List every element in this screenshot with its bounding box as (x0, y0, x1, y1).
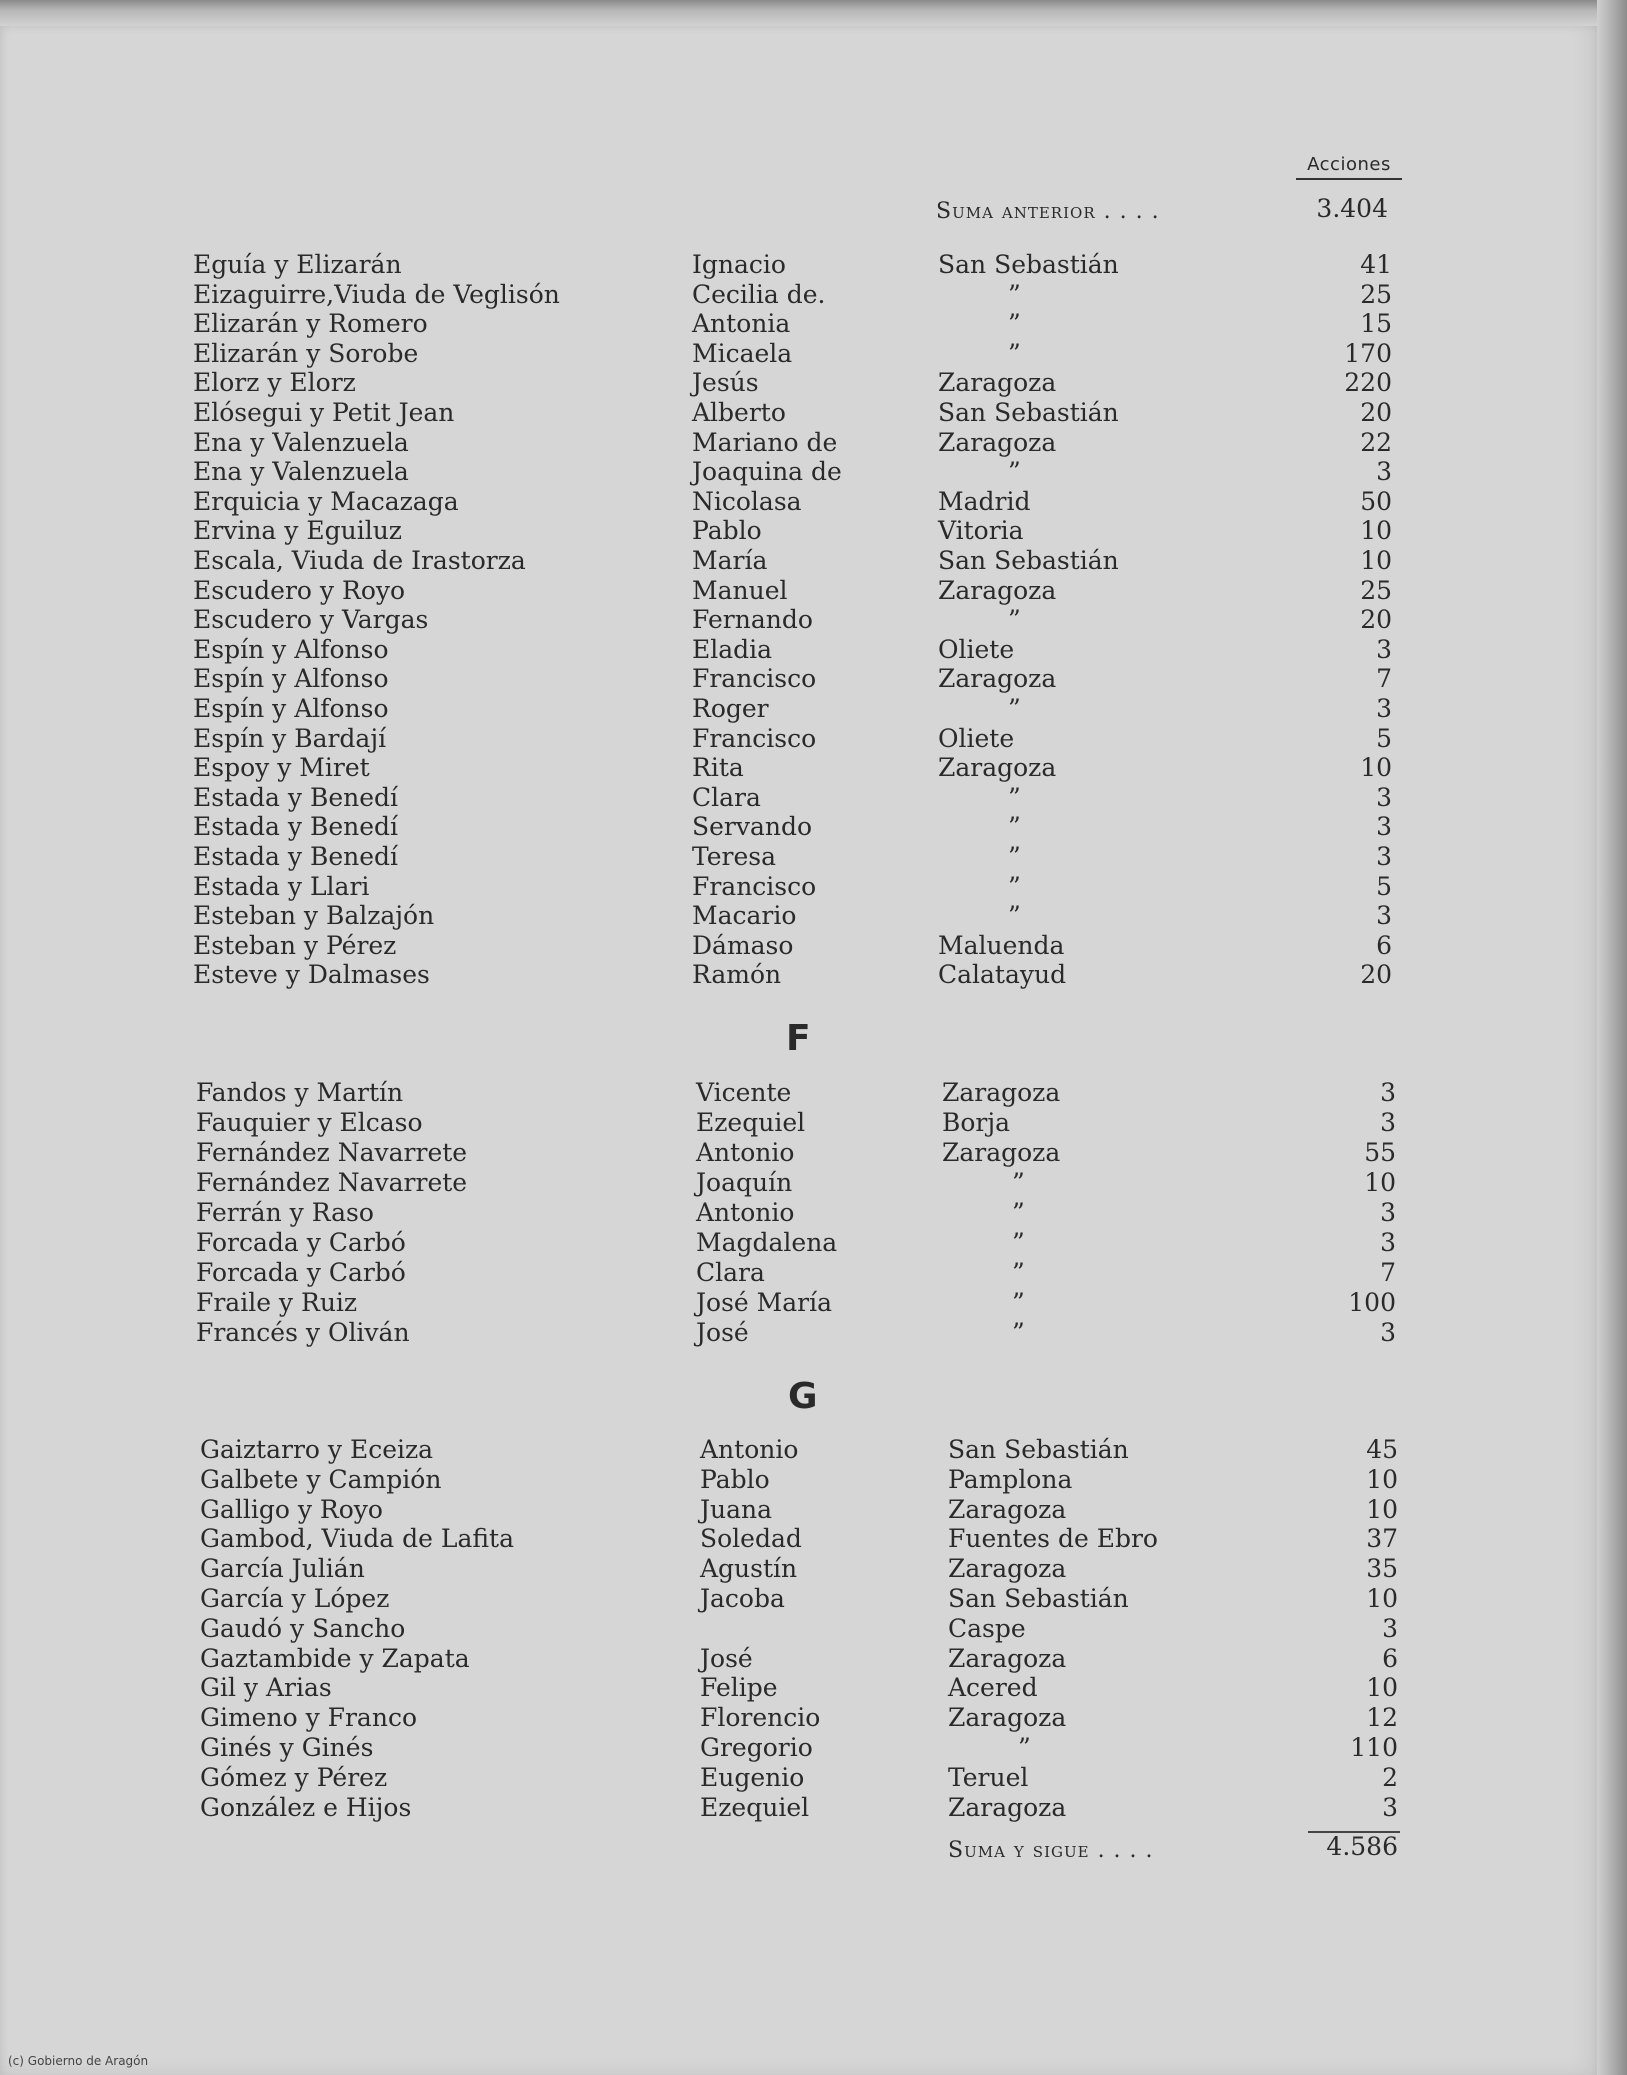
table-row (0, 1554, 1627, 1584)
shareholder-name: Antonio (700, 1435, 799, 1464)
shareholder-place: Madrid (938, 486, 1031, 516)
shareholder-surname: Gil y Arias (200, 1673, 332, 1703)
shareholder-name: Clara (696, 1258, 765, 1287)
table-row (0, 1318, 1627, 1348)
shareholder-place: Zaragoza (948, 1494, 1067, 1524)
shareholder-acciones: 10 (1360, 753, 1392, 783)
shareholder-surname: Galligo y Royo (200, 1494, 383, 1524)
shareholder-place: ” (1008, 694, 1021, 723)
shareholder-place: ” (1008, 871, 1021, 901)
shareholder-acciones: 3 (1376, 842, 1392, 871)
table-row (0, 1168, 1627, 1198)
table-row (0, 339, 1627, 369)
shareholder-acciones: 2 (1382, 1762, 1398, 1792)
shareholder-surname: Eizaguirre,Viuda de Veglisón (193, 279, 560, 309)
shareholder-acciones: 25 (1360, 279, 1392, 309)
shareholder-surname: Gómez y Pérez (200, 1762, 388, 1792)
shareholder-surname: Francés y Oliván (196, 1318, 410, 1347)
table-row (0, 812, 1627, 842)
shareholder-acciones: 25 (1360, 575, 1392, 605)
shareholder-surname: Fandos y Martín (196, 1078, 404, 1107)
shareholder-place: Zaragoza (948, 1703, 1067, 1733)
shareholder-surname: Fraile y Ruiz (196, 1288, 358, 1317)
shareholder-name: Agustín (700, 1554, 798, 1584)
shareholder-acciones: 15 (1360, 309, 1392, 339)
table-row (0, 1258, 1627, 1288)
shareholder-surname: Ena y Valenzuela (193, 457, 409, 487)
suma-y-sigue-label: Suma y sigue . . . . (948, 1838, 1154, 1863)
shareholder-acciones: 41 (1360, 250, 1392, 279)
shareholder-surname: Espín y Alfonso (193, 694, 389, 723)
shareholder-surname: Elizarán y Romero (193, 309, 428, 339)
table-row (0, 1673, 1627, 1703)
table-row (0, 1198, 1627, 1228)
table-row (0, 901, 1627, 931)
shareholder-place: Oliete (938, 634, 1015, 664)
table-row (0, 1524, 1627, 1554)
shareholder-surname: Escudero y Royo (193, 575, 406, 605)
shareholder-acciones: 10 (1366, 1464, 1398, 1494)
shareholder-place: Calatayud (938, 960, 1067, 990)
shareholder-name: Nicolasa (692, 486, 802, 516)
shareholder-surname: Escudero y Vargas (193, 605, 429, 635)
table-row (0, 960, 1627, 990)
table-row (0, 635, 1627, 665)
shareholder-name: Antonio (696, 1198, 795, 1227)
shareholder-name: Eugenio (700, 1762, 805, 1792)
shareholder-name: Vicente (696, 1078, 792, 1107)
shareholder-name: Macario (692, 901, 797, 931)
shareholder-surname: Elizarán y Sorobe (193, 338, 419, 368)
shareholder-acciones: 35 (1366, 1554, 1398, 1584)
suma-y-sigue-value: 4.586 (1326, 1832, 1398, 1861)
shareholder-acciones: 3 (1376, 634, 1392, 664)
shareholder-acciones: 10 (1360, 516, 1392, 546)
shareholder-name: Gregorio (700, 1733, 813, 1762)
table-row (0, 1108, 1627, 1138)
shareholder-name: Joaquín (696, 1168, 793, 1197)
shareholder-surname: Elorz y Elorz (193, 368, 356, 398)
shareholder-name: Alberto (692, 398, 786, 427)
table-row (0, 280, 1627, 310)
shareholder-acciones: 5 (1376, 723, 1392, 753)
table-row (0, 1584, 1627, 1614)
shareholder-name: María (692, 546, 768, 575)
table-row (0, 428, 1627, 458)
shareholder-name: Servando (692, 812, 813, 842)
shareholder-surname: Eguía y Elizarán (193, 250, 402, 279)
table-row (0, 1078, 1627, 1108)
table-row (0, 872, 1627, 902)
shareholder-name: Manuel (692, 575, 788, 605)
shareholder-place: ” (1012, 1318, 1025, 1347)
table-row (0, 250, 1627, 280)
table-row (0, 487, 1627, 517)
shareholder-place: Zaragoza (948, 1554, 1067, 1584)
shareholder-place: Fuentes de Ebro (948, 1524, 1158, 1554)
shareholder-surname: Ferrán y Raso (196, 1198, 374, 1227)
shareholder-name: Francisco (692, 664, 817, 694)
shareholder-name: Micaela (692, 338, 793, 368)
shareholder-surname: Estada y Benedí (193, 812, 399, 842)
table-row (0, 1703, 1627, 1733)
shareholder-place: Zaragoza (938, 427, 1057, 457)
shareholder-surname: Ena y Valenzuela (193, 427, 409, 457)
suma-anterior-value: 3.404 (1316, 194, 1388, 223)
shareholder-acciones: 7 (1376, 664, 1392, 694)
copyright-credit: (c) Gobierno de Aragón (8, 2054, 149, 2068)
shareholder-acciones: 3 (1382, 1792, 1398, 1822)
shareholder-acciones: 5 (1376, 871, 1392, 901)
shareholder-surname: Erquicia y Macazaga (193, 486, 459, 516)
table-row (0, 1733, 1627, 1763)
table-row (0, 842, 1627, 872)
shareholder-surname: Gaiztarro y Eceiza (200, 1435, 434, 1464)
shareholder-surname: Estada y Benedí (193, 842, 399, 871)
shareholder-surname: Estada y Benedí (193, 782, 399, 812)
shareholder-place: ” (1012, 1258, 1025, 1287)
shareholder-surname: Fernández Navarrete (196, 1138, 468, 1167)
table-row (0, 1793, 1627, 1823)
shareholder-surname: Espín y Bardají (193, 723, 387, 753)
shareholder-place: ” (1012, 1168, 1025, 1197)
shareholder-surname: Gimeno y Franco (200, 1703, 417, 1733)
shareholder-acciones: 10 (1364, 1168, 1396, 1197)
shareholder-acciones: 220 (1344, 368, 1392, 398)
shareholder-name: Juana (700, 1494, 773, 1524)
shareholder-acciones: 100 (1348, 1288, 1396, 1317)
shareholder-place: Zaragoza (938, 368, 1057, 398)
shareholder-surname: García y López (200, 1584, 390, 1613)
shareholder-acciones: 3 (1376, 457, 1392, 487)
shareholder-name: Antonio (696, 1138, 795, 1167)
table-row (0, 1465, 1627, 1495)
shareholder-name: Jacoba (700, 1584, 785, 1613)
shareholder-acciones: 55 (1364, 1138, 1396, 1167)
table-row (0, 1763, 1627, 1793)
shareholder-acciones: 37 (1366, 1524, 1398, 1554)
shareholder-place: ” (1008, 901, 1021, 931)
shareholder-surname: Esteban y Pérez (193, 930, 397, 960)
page-top-edge (0, 0, 1627, 26)
shareholder-place: San Sebastián (938, 250, 1119, 279)
shareholder-acciones: 10 (1366, 1673, 1398, 1703)
table-row (0, 694, 1627, 724)
acciones-header: Acciones (1296, 154, 1402, 180)
shareholder-place: ” (1008, 309, 1021, 339)
shareholder-acciones: 20 (1360, 960, 1392, 990)
shareholder-name: Roger (692, 694, 769, 723)
shareholder-name: Florencio (700, 1703, 821, 1733)
shareholder-place: San Sebastián (938, 546, 1119, 575)
shareholder-surname: Espoy y Miret (193, 753, 370, 783)
shareholder-place: Teruel (948, 1762, 1029, 1792)
shareholder-name: Ezequiel (700, 1792, 810, 1822)
shareholder-name: Ramón (692, 960, 782, 990)
shareholder-surname: Ervina y Eguiluz (193, 516, 402, 546)
shareholder-place: ” (1008, 338, 1021, 368)
section-letter-g: G (788, 1376, 818, 1417)
shareholder-acciones: 3 (1380, 1078, 1396, 1107)
table-row (0, 1138, 1627, 1168)
shareholder-name: José María (696, 1288, 832, 1317)
table-row (0, 605, 1627, 635)
shareholder-acciones: 3 (1376, 782, 1392, 812)
shareholder-place: Zaragoza (948, 1643, 1067, 1673)
shareholder-place: San Sebastián (948, 1584, 1129, 1613)
shareholder-place: ” (1008, 605, 1021, 635)
shareholder-acciones: 3 (1380, 1318, 1396, 1347)
table-row (0, 576, 1627, 606)
shareholder-surname: Forcada y Carbó (196, 1258, 406, 1287)
shareholder-place: Acered (948, 1673, 1038, 1703)
shareholder-acciones: 50 (1360, 486, 1392, 516)
table-row (0, 1495, 1627, 1525)
shareholder-acciones: 3 (1376, 901, 1392, 931)
shareholder-place: Vitoria (938, 516, 1024, 546)
shareholder-surname: Ginés y Ginés (200, 1733, 374, 1762)
shareholder-name: Felipe (700, 1673, 778, 1703)
shareholder-name: Ignacio (692, 250, 786, 279)
shareholder-acciones: 20 (1360, 605, 1392, 635)
shareholder-name: Joaquina de (692, 457, 842, 487)
table-row (0, 724, 1627, 754)
shareholder-name: Soledad (700, 1524, 802, 1554)
shareholder-place: Zaragoza (938, 664, 1057, 694)
shareholder-place: Zaragoza (938, 753, 1057, 783)
shareholder-acciones: 6 (1382, 1643, 1398, 1673)
shareholder-surname: Forcada y Carbó (196, 1228, 406, 1257)
shareholder-place: Zaragoza (948, 1792, 1067, 1822)
table-row (0, 1614, 1627, 1644)
shareholder-place: Maluenda (938, 930, 1065, 960)
shareholder-surname: Esteve y Dalmases (193, 960, 430, 990)
shareholder-place: San Sebastián (938, 398, 1119, 427)
table-row (0, 931, 1627, 961)
shareholder-name: Pablo (692, 516, 762, 546)
section-letter-f: F (786, 1018, 811, 1059)
shareholder-name: Teresa (692, 842, 777, 871)
shareholder-surname: Esteban y Balzajón (193, 901, 435, 931)
shareholder-acciones: 3 (1382, 1613, 1398, 1643)
shareholder-place: Oliete (938, 723, 1015, 753)
shareholder-name: Rita (692, 753, 744, 783)
shareholder-place: ” (1012, 1228, 1025, 1257)
shareholder-surname: García Julián (200, 1554, 365, 1584)
shareholder-name: Eladia (692, 634, 773, 664)
shareholder-name: Jesús (692, 368, 759, 398)
shareholder-name: Dámaso (692, 930, 794, 960)
shareholder-name: Pablo (700, 1464, 770, 1494)
table-row (0, 1435, 1627, 1465)
shareholder-acciones: 3 (1380, 1198, 1396, 1227)
shareholder-acciones: 110 (1350, 1733, 1398, 1762)
shareholder-acciones: 3 (1380, 1108, 1396, 1137)
table-row (0, 546, 1627, 576)
shareholder-name: Clara (692, 782, 761, 812)
shareholder-name: Cecilia de. (692, 279, 826, 309)
shareholder-surname: Gaudó y Sancho (200, 1613, 406, 1643)
table-row (0, 368, 1627, 398)
shareholder-surname: Gaztambide y Zapata (200, 1643, 470, 1673)
table-row (0, 753, 1627, 783)
shareholder-place: Pamplona (948, 1464, 1073, 1494)
shareholder-acciones: 6 (1376, 930, 1392, 960)
shareholder-name: José (696, 1318, 749, 1347)
shareholder-place: ” (1008, 279, 1021, 309)
shareholder-name: Ezequiel (696, 1108, 806, 1137)
shareholder-surname: Elósegui y Petit Jean (193, 398, 455, 427)
shareholder-surname: Espín y Alfonso (193, 664, 389, 694)
shareholder-place: ” (1008, 782, 1021, 812)
shareholder-acciones: 45 (1366, 1435, 1398, 1464)
shareholder-acciones: 22 (1360, 427, 1392, 457)
shareholder-name: Mariano de (692, 427, 838, 457)
shareholder-name: José (700, 1643, 753, 1673)
shareholder-place: Zaragoza (938, 575, 1057, 605)
shareholder-surname: Gambod, Viuda de Lafita (200, 1524, 514, 1554)
shareholder-acciones: 12 (1366, 1703, 1398, 1733)
shareholder-place: ” (1012, 1198, 1025, 1227)
table-row (0, 309, 1627, 339)
shareholder-name: Francisco (692, 723, 817, 753)
shareholder-name: Francisco (692, 871, 817, 901)
table-row (0, 664, 1627, 694)
suma-anterior-label: Suma anterior . . . . (936, 199, 1160, 224)
table-row (0, 1228, 1627, 1258)
shareholder-acciones: 170 (1344, 338, 1392, 368)
shareholder-name: Antonia (692, 309, 791, 339)
table-row (0, 516, 1627, 546)
shareholder-surname: Escala, Viuda de Irastorza (193, 546, 526, 575)
shareholder-place: Borja (942, 1108, 1011, 1137)
shareholder-place: Zaragoza (942, 1078, 1061, 1107)
table-row (0, 398, 1627, 428)
shareholder-place: ” (1012, 1288, 1025, 1317)
shareholder-place: ” (1008, 457, 1021, 487)
shareholder-place: ” (1008, 842, 1021, 871)
table-row (0, 457, 1627, 487)
shareholder-surname: González e Hijos (200, 1792, 412, 1822)
shareholder-acciones: 10 (1366, 1494, 1398, 1524)
table-row (0, 783, 1627, 813)
shareholder-place: ” (1018, 1733, 1031, 1762)
shareholder-surname: Fernández Navarrete (196, 1168, 468, 1197)
shareholder-surname: Estada y Llari (193, 871, 370, 901)
shareholder-surname: Galbete y Campión (200, 1464, 442, 1494)
shareholder-acciones: 10 (1366, 1584, 1398, 1613)
table-row (0, 1288, 1627, 1318)
shareholder-surname: Espín y Alfonso (193, 634, 389, 664)
shareholder-acciones: 3 (1376, 812, 1392, 842)
shareholder-acciones: 20 (1360, 398, 1392, 427)
shareholder-name: Magdalena (696, 1228, 838, 1257)
shareholder-place: ” (1008, 812, 1021, 842)
shareholder-name: Fernando (692, 605, 813, 635)
shareholder-acciones: 7 (1380, 1258, 1396, 1287)
shareholder-place: San Sebastián (948, 1435, 1129, 1464)
table-row (0, 1644, 1627, 1674)
shareholder-acciones: 3 (1376, 694, 1392, 723)
shareholder-place: Caspe (948, 1613, 1026, 1643)
shareholder-acciones: 3 (1380, 1228, 1396, 1257)
shareholder-place: Zaragoza (942, 1138, 1061, 1167)
shareholder-surname: Fauquier y Elcaso (196, 1108, 423, 1137)
shareholder-acciones: 10 (1360, 546, 1392, 575)
